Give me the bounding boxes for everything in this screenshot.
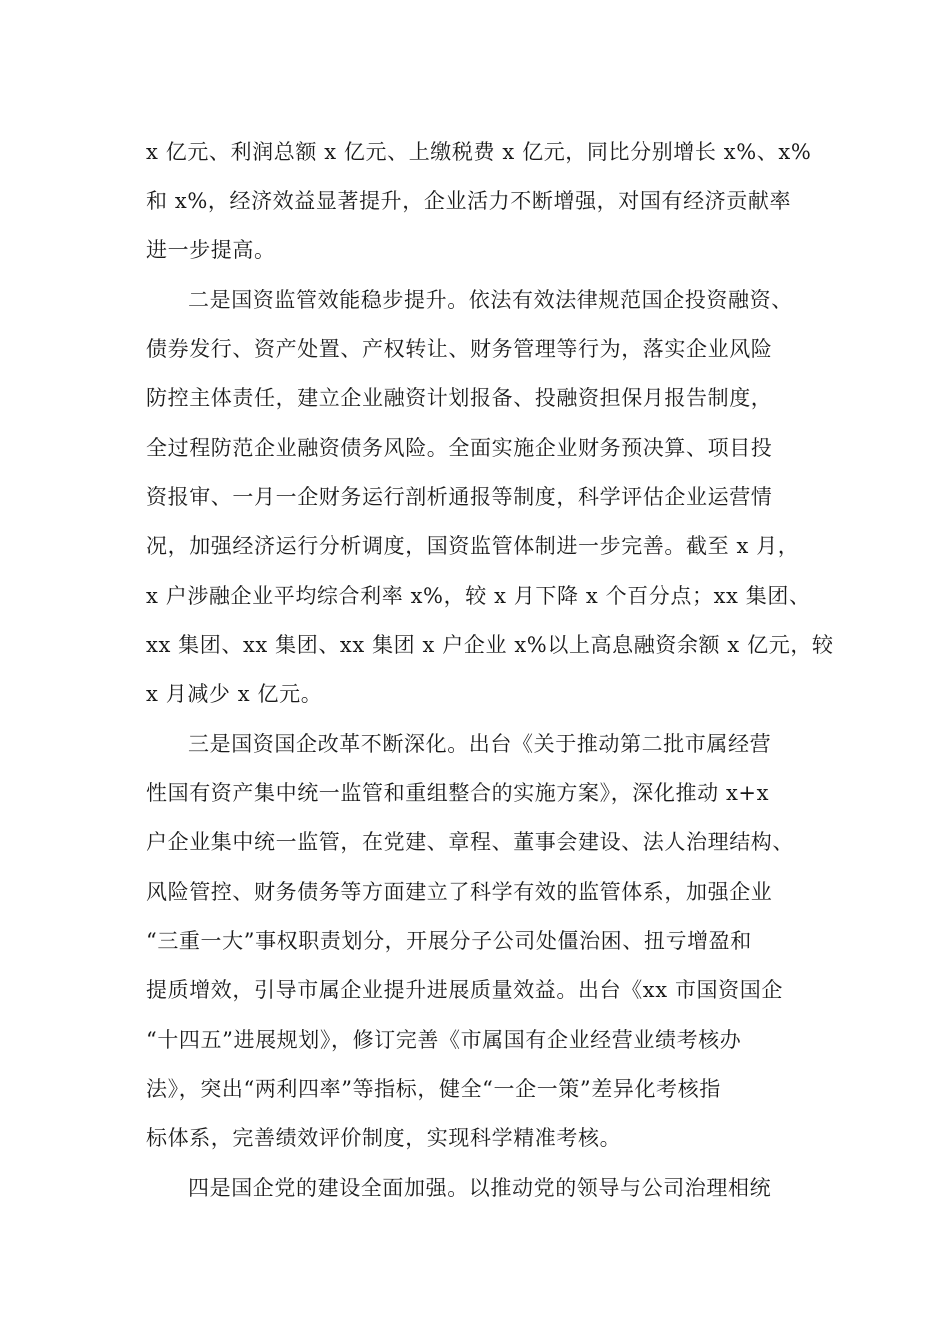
body-line: xx 集团、xx 集团、xx 集团 x 户企业 x%以上高息融资余额 x 亿元，较	[146, 633, 834, 657]
body-line: x 户涉融企业平均综合利率 x%，较 x 月下降 x 个百分点；xx 集团、	[146, 584, 811, 608]
body-line: 况，加强经济运行分析调度，国资监管体制进一步完善。截至 x 月，	[146, 534, 800, 558]
body-line: 户企业集中统一监管，在党建、章程、董事会建设、法人治理结构、	[146, 830, 794, 854]
body-line: 防控主体责任，建立企业融资计划报备、投融资担保月报告制度，	[146, 386, 773, 410]
body-line: x 月减少 x 亿元。	[146, 682, 323, 706]
body-line: 法》，突出“两利四率”等指标，健全“一企一策”差异化考核指	[146, 1077, 721, 1101]
body-line: 进一步提高。	[146, 238, 276, 262]
body-line: 风险管控、财务债务等方面建立了科学有效的监管体系，加强企业	[146, 880, 773, 904]
body-line: 资报审、一月一企财务运行剖析通报等制度，科学评估企业运营情	[146, 485, 773, 509]
body-line: “三重一大”事权职责划分，开展分子公司处僵治困、扭亏增盈和	[146, 929, 752, 953]
body-line: 全过程防范企业融资债务风险。全面实施企业财务预决算、项目投	[146, 436, 773, 460]
body-line: 和 x%，经济效益显著提升，企业活力不断增强，对国有经济贡献率	[146, 189, 792, 213]
body-line: 性国有资产集中统一监管和重组整合的实施方案》，深化推动 x+x	[146, 781, 770, 805]
paragraph-heading-line: 四是国企党的建设全面加强。以推动党的领导与公司治理相统	[188, 1176, 772, 1200]
body-line: “十四五”进展规划》，修订完善《市属国有企业经营业绩考核办	[146, 1028, 742, 1052]
paragraph-heading-line: 三是国资国企改革不断深化。出台《关于推动第二批市属经营	[188, 732, 772, 756]
body-line: 债券发行、资产处置、产权转让、财务管理等行为，落实企业风险	[146, 337, 773, 361]
body-line: 标体系，完善绩效评价制度，实现科学精准考核。	[146, 1126, 622, 1150]
paragraph-heading-line: 二是国资监管效能稳步提升。依法有效法律规范国企投资融资、	[188, 288, 793, 312]
body-line: x 亿元、利润总额 x 亿元、上缴税费 x 亿元，同比分别增长 x%、x%	[146, 140, 812, 164]
body-line: 提质增效，引导市属企业提升进展质量效益。出台《xx 市国资国企	[146, 978, 783, 1002]
